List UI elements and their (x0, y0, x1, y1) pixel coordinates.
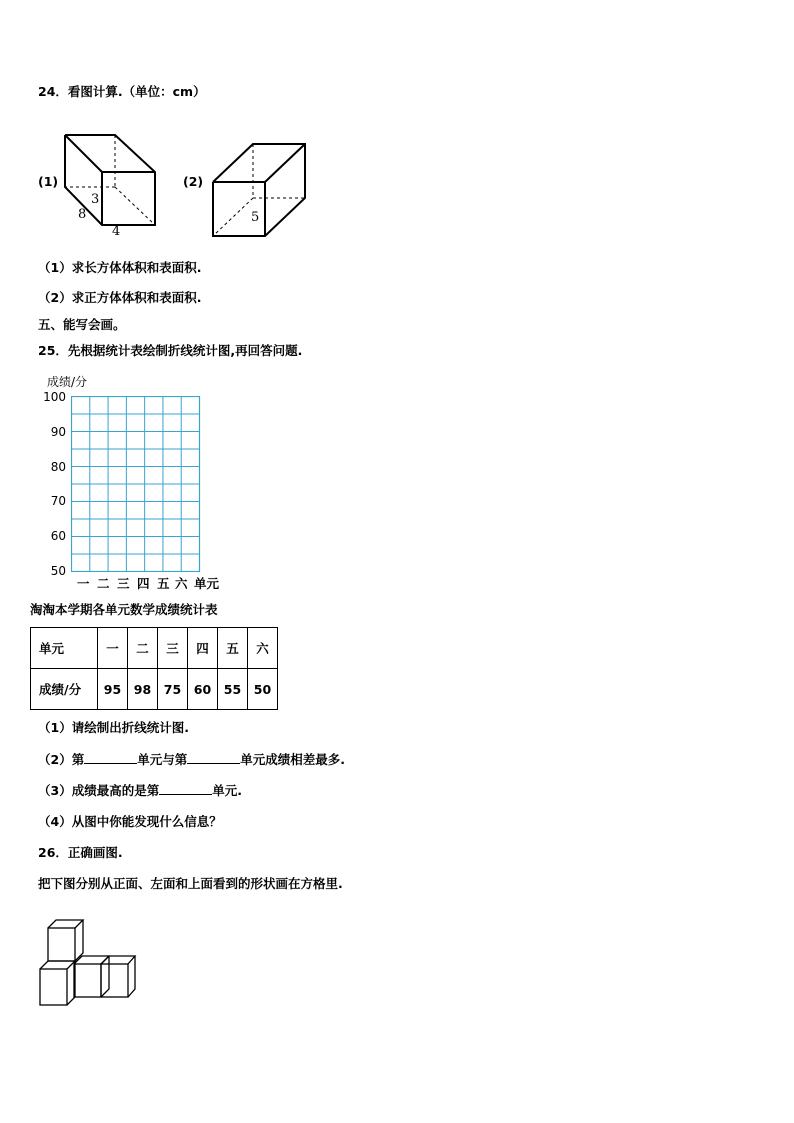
q25-sub4: （4）从图中你能发现什么信息？ (38, 814, 222, 829)
cuboid-figure (55, 125, 165, 235)
table-cell-score: 55 (218, 669, 248, 710)
chart-ylabel: 成绩/分 (47, 375, 88, 389)
y-tick-label: 50 (50, 564, 66, 578)
table-cell-score: 75 (158, 669, 188, 710)
table-header-score: 成绩/分 (31, 669, 98, 710)
q24-sub2: （2）求正方体体积和表面积. (38, 290, 202, 305)
q25-title: 25．先根据统计表绘制折线统计图,再回答问题. (38, 343, 303, 358)
table-cell-score: 50 (248, 669, 278, 710)
x-axis-unit: 单元 (194, 576, 220, 591)
table-cell-unit: 六 (248, 628, 278, 669)
x-tick-label: 二 (97, 576, 110, 591)
table-cell-unit: 三 (158, 628, 188, 669)
answer-blank[interactable] (84, 751, 137, 764)
table-cell-unit: 一 (98, 628, 128, 669)
table-cell-score: 60 (188, 669, 218, 710)
fig2-label: (2) (183, 174, 204, 189)
q25-sub2-part-a: （2）第 (38, 752, 85, 767)
score-table (30, 627, 278, 710)
x-tick-label: 三 (117, 576, 130, 591)
cube-figure (205, 136, 315, 246)
x-tick-label: 五 (157, 576, 170, 591)
table-title: 淘淘本学期各单元数学成绩统计表 (30, 602, 218, 617)
cuboid-height-label: 3 (91, 192, 100, 207)
q24-sub1: （1）求长方体体积和表面积. (38, 260, 202, 275)
table-cell-score: 95 (98, 669, 128, 710)
q26-instruction: 把下图分别从正面、左面和上面看到的形状画在方格里. (38, 876, 343, 891)
blank-chart-grid (71, 396, 201, 572)
y-tick-label: 80 (50, 460, 66, 474)
q25-sub2-part-c: 单元成绩相差最多. (240, 752, 345, 767)
answer-blank[interactable] (159, 782, 212, 795)
table-cell-unit: 五 (218, 628, 248, 669)
y-tick-label: 70 (50, 494, 66, 508)
table-cell-unit: 四 (188, 628, 218, 669)
y-tick-label: 60 (50, 529, 66, 543)
q25-sub1: （1）请绘制出折线统计图. (38, 720, 189, 735)
y-tick-label: 90 (50, 425, 66, 439)
x-tick-label: 六 (175, 576, 188, 591)
q25-sub3 (38, 782, 242, 799)
cube-stack-figure (36, 912, 140, 1010)
q25-sub3-part-a: （3）成绩最高的是第 (38, 783, 160, 798)
x-tick-label: 一 (77, 576, 90, 591)
cuboid-width-label: 8 (78, 207, 87, 222)
q24-title: 24．看图计算.（单位：cm） (38, 84, 206, 99)
q26-title: 26．正确画图. (38, 845, 123, 860)
table-row (31, 669, 278, 710)
x-tick-label: 四 (137, 576, 150, 591)
table-header-unit: 单元 (31, 628, 98, 669)
q25-sub2-part-b: 单元与第 (137, 752, 188, 767)
section-5-heading: 五、能写会画。 (38, 317, 126, 332)
table-cell-unit: 二 (128, 628, 158, 669)
q25-sub3-part-b: 单元. (212, 783, 242, 798)
y-tick-label: 100 (43, 390, 66, 404)
cube-edge-label: 5 (251, 210, 260, 225)
table-row (31, 628, 278, 669)
answer-blank[interactable] (187, 751, 240, 764)
cuboid-length-label: 4 (112, 224, 121, 239)
q25-sub2 (38, 751, 345, 768)
table-cell-score: 98 (128, 669, 158, 710)
fig1-label: (1) (38, 174, 59, 189)
